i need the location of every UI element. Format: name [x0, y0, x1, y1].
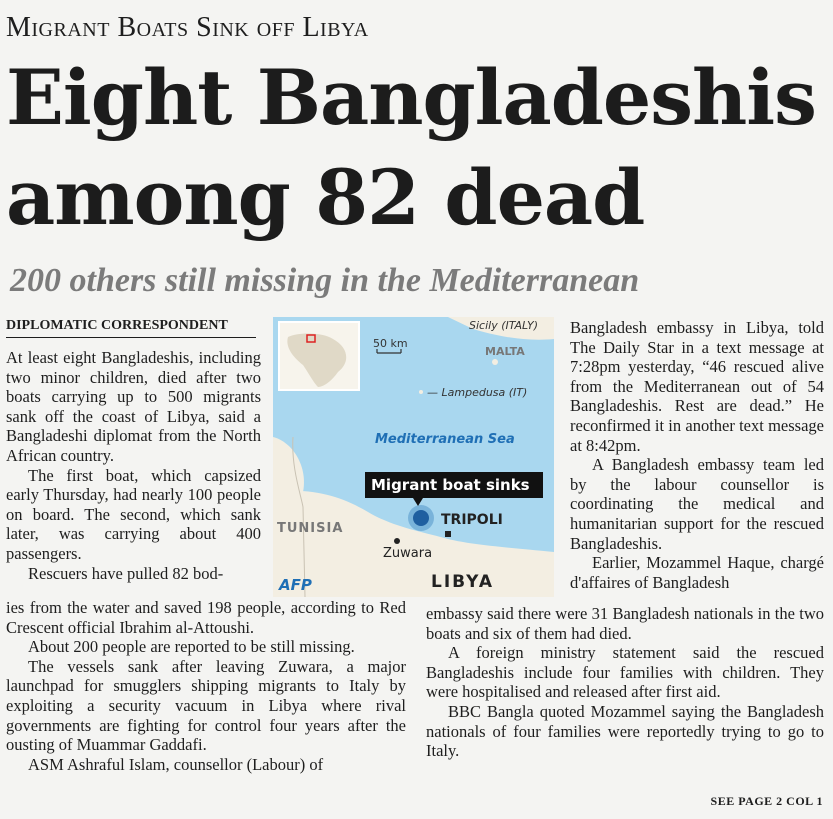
- paragraph: At least eight Bangladeshis, including two minor children, died after two boats carrying up to 500 migrants sank off the coast of Libya, said a Bangladeshi diplomat from the North African country.: [6, 348, 261, 465]
- headline-line-2: among 82 dead: [6, 153, 645, 242]
- label-lampedusa: — Lampedusa (IT): [427, 386, 528, 399]
- paragraph: embassy said there were 31 Bangladesh nationals in the two boats and six of them had died.: [426, 604, 824, 643]
- label-libya: LIBYA: [431, 572, 495, 592]
- map-land-lampedusa: [419, 390, 423, 394]
- kicker: Migrant Boats Sink off Libya: [6, 12, 369, 43]
- paragraph: ASM Ashraful Islam, counsellor (Labour) of: [28, 754, 324, 774]
- locator-map: [273, 317, 554, 597]
- map-land-malta: [492, 359, 498, 365]
- paragraph: Rescuers have pulled 82 bod-: [28, 563, 224, 583]
- afp-logo: AFP: [279, 576, 312, 594]
- label-sicily: Sicily (ITALY): [469, 319, 539, 332]
- column-right-wide: [426, 604, 824, 761]
- label-tunisia: TUNISIA: [277, 521, 344, 536]
- column-left: [6, 348, 261, 583]
- label-sea: Mediterranean Sea: [375, 432, 515, 447]
- paragraph: Bangladesh embassy in Libya, told The Daily Star in a text message at 7:28pm yesterday, “46 rescued alive from the Mediterranean out of 54 Bangladeshis. Rest are dead.” He reconfirmed it in another text message at 8:42pm.: [570, 318, 824, 455]
- paragraph: About 200 people are reported to be still missing.: [28, 637, 355, 657]
- paragraph: Earlier, Mozammel Haque, chargé d'affaires of Bangladesh: [570, 553, 824, 592]
- deck: 200 others still missing in the Mediterranean: [10, 262, 640, 299]
- tripoli-marker: [445, 531, 451, 537]
- label-scale: 50 km: [373, 337, 408, 350]
- zuwara-marker: [394, 538, 400, 544]
- label-tripoli: TRIPOLI: [441, 512, 503, 528]
- paragraph: The first boat, which capsized early Thursday, had nearly 100 people on board. The second, which sank later, was carrying about 400 passengers.: [6, 465, 261, 563]
- paragraph: A foreign ministry statement said the rescued Bangladeshis include four families with children. They were hospitalised and released after first aid.: [426, 643, 824, 702]
- byline: DIPLOMATIC CORRESPONDENT: [6, 318, 228, 333]
- label-zuwara: Zuwara: [383, 546, 433, 561]
- paragraph: The vessels sank after leaving Zuwara, a major launchpad for smugglers shipping migrants to Italy by exploiting a security vacuum in Libya where rival governments are fighting for control four years after the ousting of Muammar Gaddafi.: [6, 656, 406, 755]
- column-left-wide: [6, 598, 406, 774]
- paragraph: BBC Bangla quoted Mozammel saying the Bangladesh nationals of four families were reportedly trying to go to Italy.: [426, 701, 824, 761]
- column-right: [570, 318, 824, 592]
- callout-text: Migrant boat sinks: [371, 476, 530, 494]
- label-malta: MALTA: [485, 345, 525, 358]
- headline-line-1: Eight Bangladeshis: [6, 53, 816, 142]
- paragraph: ies from the water and saved 198 people, according to Red Crescent official Ibrahim al-Attoushi.: [6, 598, 406, 637]
- jump-line: SEE PAGE 2 COL 1: [710, 794, 823, 808]
- sink-marker: [413, 510, 429, 526]
- paragraph: A Bangladesh embassy team led by the labour counsellor is coordinating the medical and humanitarian support for the rescued Bangladeshis.: [570, 455, 824, 553]
- byline-rule: [6, 337, 256, 338]
